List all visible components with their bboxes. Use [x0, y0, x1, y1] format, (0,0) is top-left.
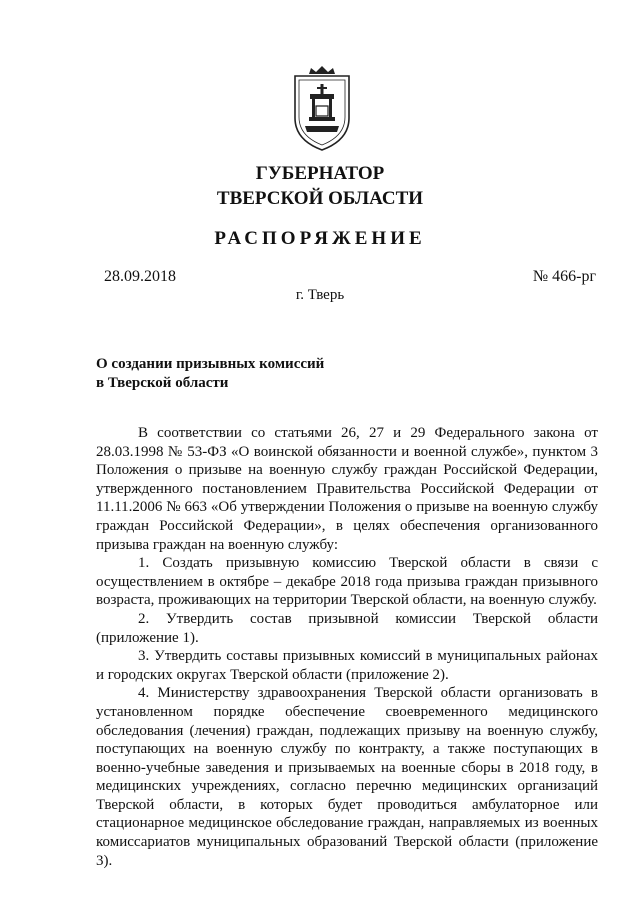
document-subject — [96, 355, 324, 393]
paragraph-preamble: В соответствии со статьями 26, 27 и 29 Федерального закона от 28.03.1998 № 53-ФЗ «О воинской обязанности и военной службе», пунктом 3 Положения о призыве на военную службу граждан Российской Федерации, утвержденного постановлением Правительства Российской Федерации от 11.11.2006 № 663 «Об утверждении Положения о призыве на военную службу граждан Российской Федерации», в целях обеспечения организованного призыва граждан на военную службу: — [96, 425, 598, 553]
document-type-title: РАСПОРЯЖЕНИЕ — [214, 228, 426, 249]
document-date: 28.09.2018 — [104, 268, 176, 285]
paragraph-item-3: 3. Утвердить составы призывных комиссий в муниципальных районах и городских округах Тверской области (приложение 2). — [96, 648, 598, 683]
document-number: № 466-рг — [532, 268, 596, 285]
header-governor: ГУБЕРНАТОР — [255, 163, 385, 184]
document-city: г. Тверь — [295, 287, 345, 303]
paragraph-item-2: 2. Утвердить состав призывной комиссии Тверской области (приложение 1). — [96, 610, 598, 646]
document-body — [96, 424, 598, 870]
paragraph-item-4: 4. Министерству здравоохранения Тверской области организовать в установленном порядке обеспечение своевременного медицинского обследования (лечения) граждан, подлежащих призыву на военную службу, поступающих на военную службу по контракту, а также поступающих в военно-учебные заведения и призываемых на военные сборы в 2018 году, в медицинских учреждениях, согласно перечню медицинских организаций Тверской области, в которых будет проводиться амбулаторное или стационарное медицинское обследование граждан, направляемых из военных комиссариатов муниципальных образований Тверской области (приложение 3). — [96, 685, 598, 869]
paragraph-item-1: 1. Создать призывную комиссию Тверской области в связи с осуществлением в октябре – декабре 2018 года призыва граждан призывного возраста, проживающих на территории Тверской области, на военную службу. — [96, 555, 598, 609]
subject-line: О создании призывных комиссий — [96, 356, 325, 372]
subject-line: в Тверской области — [96, 375, 229, 391]
header-region: ТВЕРСКОЙ ОБЛАСТИ — [216, 188, 424, 209]
coat-of-arms-emblem — [287, 66, 357, 152]
